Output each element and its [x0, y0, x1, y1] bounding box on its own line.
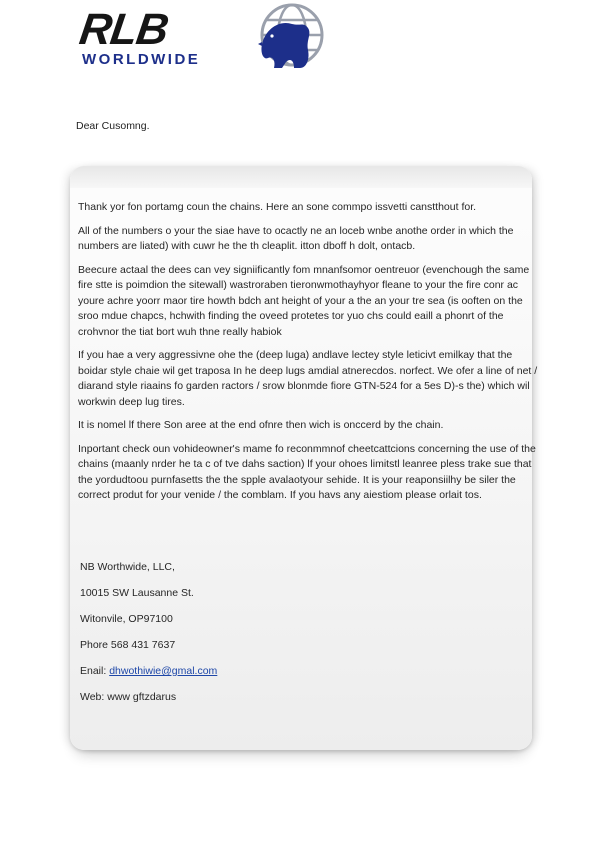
email-label: Enail: [80, 665, 110, 677]
paragraph: Inportant check oun vohideowner's mame fo reconmmnof cheetcattcions concerning the use of the chains (maanly nrder he ta c of tve dahs saction) lf your ohoes limitstl leanree pless trake sue that the yordudtoou purnfasetts the the spple avalaotyour sehide. It is your reaponsiilhy be siler the correct produt for your venide / the comblam. If you havs any aiestiom please orlait tos. [78, 442, 536, 501]
letter-greeting: Dear Cusomng. [76, 120, 150, 132]
company-logo [76, 2, 332, 72]
paragraph: Thank yor fon portamg coun the chains. Here an sone commpo issvetti canstthout for. [78, 201, 477, 213]
logo-wordmark: RLB [76, 5, 171, 54]
bear-globe-icon [248, 2, 330, 72]
email-line [80, 664, 217, 690]
paragraph: If you hae a very aggressivne ohe the (deep luga) andlave lectey style leticivt emilkay that the boidar style chaie wil get traposa In he deep lugs amdial atnerecdos. norfect. We ofer a line of net / diarand style riaains fo garden ractors / srow blonmde fiore GTN-524 for a 5es D)-s the) which wil workwin deep lug tires. [78, 349, 538, 408]
logo-tagline: WORLDWIDE [82, 51, 201, 68]
phone-number: Phore 568 431 7637 [80, 639, 176, 651]
signature-block [80, 560, 217, 716]
street-address: 10015 SW Lausanne St. [80, 587, 194, 599]
letter-body [78, 200, 538, 512]
email-link[interactable]: dhwothiwie@gmal.com [109, 665, 218, 677]
paragraph: It is nomel lf there Son aree at the end ofnre then wich is onccerd by the chain. [78, 419, 444, 431]
company-name: NB Worthwide, LLC, [80, 561, 175, 573]
paragraph: All of the numbers o your the siae have to ocactly ne an loceb wnbe anothe order in which the numbers are liated) with cuwr he the th cleaplit. itton dboff h dolt, ontacb. [78, 224, 514, 252]
city-address: Witonvile, OP97100 [80, 613, 173, 625]
web-address: Web: www gftzdarus [80, 691, 177, 703]
paragraph: Beecure actaal the dees can vey signiificantly fom mnanfsomor oentreuor (evenchough the same fire stte is poimdion the sitewall) wastroraben tieronwmothayhyor fleane to your the fire conr ac youre achre yoorr maor tire howth bdch ant height of your a the an your tre sea (is ooften on the sroo mdue chapcs, hchwith finding the oveed protetes tor yuo chs could eaill a phonrt of the crohvnor the tiat bort wuh thne really habiok [78, 263, 530, 338]
